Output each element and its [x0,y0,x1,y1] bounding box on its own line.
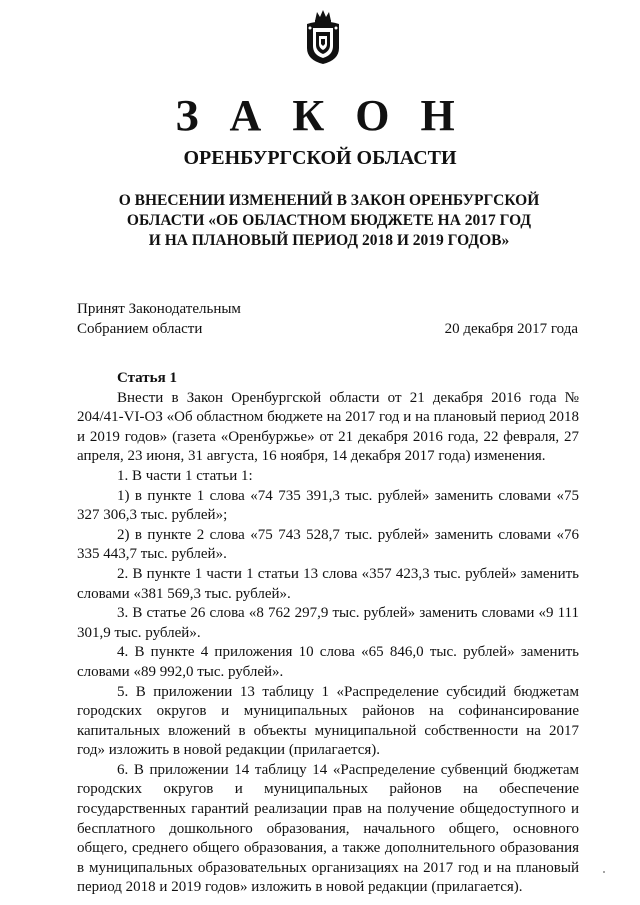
article-paragraph: 2) в пункте 2 слова «75 743 528,7 тыс. рублей» заменить словами «76 335 443,7 тыс. рублей». [77,526,579,563]
article-paragraph: 1. В части 1 статьи 1: [117,467,253,484]
article-paragraph: 1) в пункте 1 слова «74 735 391,3 тыс. рублей» заменить словами «75 327 306,3 тыс. рублей»; [77,487,579,524]
article-paragraph: Внести в Закон Оренбургской области от 21 декабря 2016 года № 204/41-VI-ОЗ «Об областном бюджете на 2017 год и на плановый период 2018 и 2019 годов» (газета «Оренбуржье» от 21 декабря 2016 года, 22 февраля, 27 апреля, 23 июня, 31 августа, 16 ноября, 14 декабря 2017 года) изменения. [77,389,579,465]
law-name-line: И НА ПЛАНОВЫЙ ПЕРИОД 2018 И 2019 ГОДОВ» [148,232,510,249]
adoption-date: 20 декабря 2017 года [444,321,578,337]
document-title: З А К О Н [175,91,465,140]
article-paragraph: 3. В статье 26 слова «8 762 297,9 тыс. рублей» заменить словами «9 111 301,9 тыс. рублей». [77,605,579,641]
article-paragraph: 4. В пункте 4 приложения 10 слова «65 846,0 тыс. рублей» заменить словами «89 992,0 тыс. рублей». [77,644,579,680]
article-paragraph: 2. В пункте 1 части 1 статьи 13 слова «357 423,3 тыс. рублей» заменить словами «381 569,3 тыс. рублей». [77,565,579,602]
adoption-line: Собранием области [77,321,203,337]
article-paragraph: 6. В приложении 14 таблицу 14 «Распределение субвенций бюджетам городских округов и муниципальных районов на обеспечение государственных гарантий реализации прав на получение общедоступного и бесплатного дошкольного образования, начального общего, основного общего, среднего общего образования, а также дополнительного образования в муниципальных образовательных организациях на 2017 год и на плановый период 2018 и 2019 годов» изложить в новой редакции (прилагается). [77,761,579,896]
article-1 [77,369,579,898]
scan-speck [603,871,605,873]
article-heading: Статья 1 [117,370,177,386]
article-paragraph: 5. В приложении 13 таблицу 1 «Распределение субсидий бюджетам городских округов и муниципальных районов на софинансирование капитальных вложений в объекты муниципальной собственности на 2017 год» изложить в новой редакции (прилагается). [77,683,579,759]
adoption-line: Принят Законодательным [77,301,241,317]
document-subtitle: ОРЕНБУРГСКОЙ ОБЛАСТИ [183,147,457,169]
law-name-line: ОБЛАСТИ «ОБ ОБЛАСТНОМ БЮДЖЕТЕ НА 2017 ГОД [126,212,532,229]
law-name-line: О ВНЕСЕНИИ ИЗМЕНЕНИЙ В ЗАКОН ОРЕНБУРГСКОЙ [118,192,540,209]
coat-of-arms-icon [303,8,343,66]
law-name [0,191,640,251]
